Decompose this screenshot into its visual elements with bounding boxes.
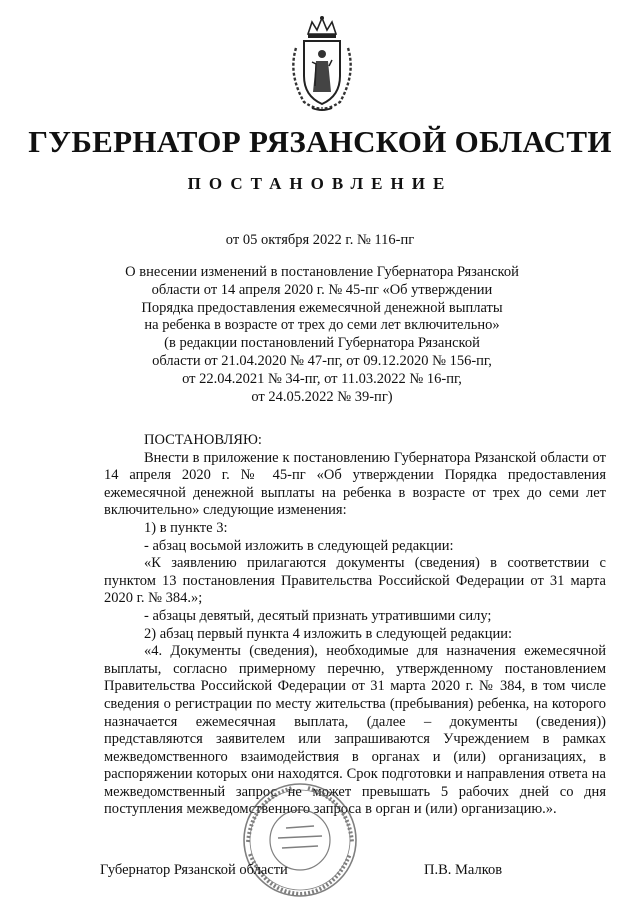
document-type: ПОСТАНОВЛЕНИЕ xyxy=(187,174,453,193)
subject-line: на ребенка в возрасте от трех до семи лет включительно» xyxy=(144,317,500,334)
resolve-heading: ПОСТАНОВЛЯЮ: xyxy=(144,432,262,448)
coat-of-arms-icon xyxy=(282,14,362,112)
body-paragraph: - абзац восьмой изложить в следующей редакции: xyxy=(144,537,454,554)
subject-line: Порядка предоставления ежемесячной денежной выплаты xyxy=(141,299,503,316)
official-stamp-icon xyxy=(232,780,368,900)
subject-line: (в редакции постановлений Губернатора Рязанской xyxy=(164,335,480,352)
subject-line: от 24.05.2022 № 39-пг) xyxy=(251,388,393,405)
body-paragraph: «К заявлению прилагаются документы (сведения) в соответствии с пунктом 13 постановления Правительства Российской Федерации от 31 марта 2020 г. № 384.»; xyxy=(104,555,606,607)
body-paragraph: 2) абзац первый пункта 4 изложить в следующей редакции: xyxy=(144,625,513,642)
signatory-position: Губернатор Рязанской области xyxy=(100,862,288,878)
body-paragraph: Внести в приложение к постановлению Губернатора Рязанской области от 14 апреля 2020 г. № 45-пг «Об утверждении Порядка предоставления ежемесячной денежной выплаты на ребенка в возрасте от трех до семи лет включительно» следующие изменения: xyxy=(104,449,606,519)
body-paragraph: 1) в пункте 3: xyxy=(144,519,228,536)
issuer-title: ГУБЕРНАТОР РЯЗАНСКОЙ ОБЛАСТИ xyxy=(28,124,612,159)
subject-line: области от 14 апреля 2020 г. № 45-пг «Об утверждении xyxy=(151,281,493,298)
document-body xyxy=(104,432,606,819)
body-paragraph: «4. Документы (сведения), необходимые для назначения ежемесячной выплаты, согласно примерному перечню, утвержденному постановлением Правительства Российской Федерации от 31 марта 2020 г. № 384, в том числе сведения о регистрации по месту жительства (пребывания) ребенка, на которого назначается ежемесячная выплата, (далее – документы (сведения)) представляются заявителем или запрашиваются Учреждением в рамках межведомственного взаимодействия в органах и (или) организациях, в распоряжении которых они находятся. Срок подготовки и направления ответа на межведомственный запрос не может превышать 5 рабочих дней со дня поступления межведомственного запроса в орган и (или) организацию.». xyxy=(104,643,606,818)
subject-line: области от 21.04.2020 № 47-пг, от 09.12.2020 № 156-пг, xyxy=(152,352,492,369)
signatory-name: П.В. Малков xyxy=(424,862,503,878)
body-paragraph: - абзацы девятый, десятый признать утратившими силу; xyxy=(144,607,492,624)
subject-line: от 22.04.2021 № 34-пг, от 11.03.2022 № 16-пг, xyxy=(182,370,462,387)
document-subject xyxy=(108,264,536,406)
subject-line: О внесении изменений в постановление Губернатора Рязанской xyxy=(125,264,519,280)
date-and-number: от 05 октября 2022 г. № 116-пг xyxy=(225,232,415,248)
